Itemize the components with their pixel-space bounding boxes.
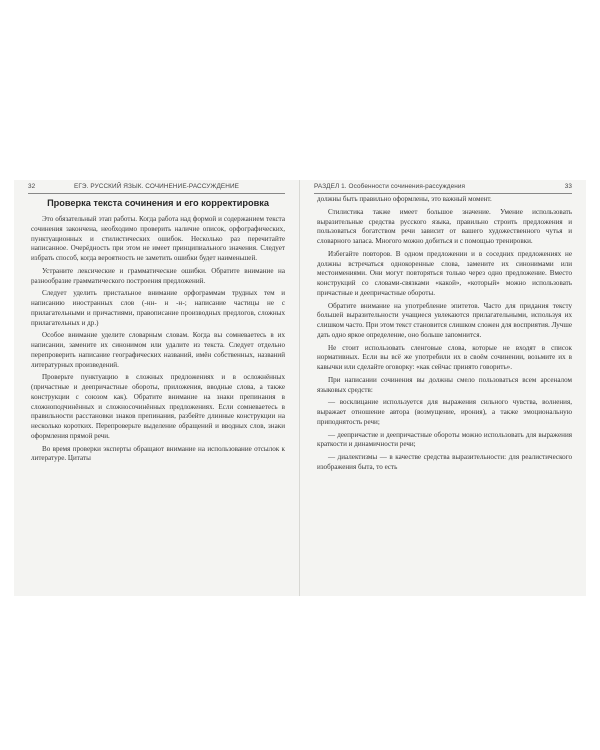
list-item: — деепричастие и деепричастные обороты можно использовать для выражения краткости и динамичности речи; [317,430,572,449]
page-body [317,195,572,594]
paragraph-continuation: должны быть правильно оформлены, это важный момент. [317,195,492,203]
paragraph: Не стоит использовать сленговые слова, которые не входят в список нормативных. Если вы всё же употребили их в своём сочинении, возьмите их в кавычки или сделайте оговорку: «как сейчас принято говорить». [317,343,572,371]
paragraph: Стилистика также имеет большое значение. Умение использовать выразительные средства русского языка, правильно строить предложения и пользоваться богатством речи зависит от вашего художественного чутья и словарного запаса. Многого можно добиться и с помощью тренировки. [317,207,572,245]
paragraph: Проверьте пунктуацию в сложных предложениях и в осложнённых (причастные и деепричастные обороты, приложения, вводные слова, а также конструкции с союзом как). Обратите внимание на знаки препинания в сложноподчинённых и сложносочинённых предложениях. Если сомневаетесь в правильности расстановки знаков препинания, разбейте длинные конструкции на несколько коротких. Перепроверьте выделение обращений и вводных слов, знаки оформления прямой речи. [31,373,285,440]
paragraph: Избегайте повторов. В одном предложении и в соседних предложениях не должны встречаться однокоренные слова, замените их синонимами или местоимениями. Они могут повторяться только через одно предложение. Вместо конструкций со словами-связками «какой», «который» можно использовать причастные и деепричастные обороты. [317,249,572,297]
paragraph: Особое внимание уделите словарным словам. Когда вы сомневаетесь в их написании, замените их синонимом или удалите из текста. Следует отдельно перепроверить написание географических названий, имён собственных, названий литературных произведений. [31,331,285,369]
paragraph: Обратите внимание на употребление эпитетов. Часто для придания тексту большей выразительности учащиеся увлекаются прилагательными, используя их слишком часто. При этом текст становится слишком сложен для восприятия. Лучше дать одно яркое определение, оно больше запомнится. [317,301,572,339]
paragraph: При написании сочинения вы должны смело пользоваться всем арсеналом языковых средств: [317,375,572,394]
running-head-title: РАЗДЕЛ 1. Особенности сочинения-рассуждения [314,183,466,190]
paragraph: Во время проверки эксперты обращают внимание на использование отсылок к литературе. Цитаты [31,444,285,463]
page-body [31,195,285,594]
list-item: — восклицание используется для выражения сильного чувства, волнения, выражает отношение автора (возмущение, ирония), а также эмоциональную приподнятость речи; [317,398,572,426]
header-rule [28,193,285,194]
page-number: 33 [564,183,572,190]
paragraph: Это обязательный этап работы. Когда работа над формой и содержанием текста сочинения закончена, необходимо проверить наличие описок, орфографических, пунктуационных и стилистических ошибок. Несколько раз перечитайте написанное. Очерёдность при этом не имеет принципиального значения. Следует избрать способ, когда вероятность не заметить ошибки будет наименьшей. [31,215,285,262]
right-page [300,180,586,596]
section-heading: Проверка текста сочинения и его корректировка [47,198,269,208]
paragraph: Устраните лексические и грамматические ошибки. Обратите внимание на разнообразие грамматического построения предложений. [31,266,285,285]
list-item: — диалектизмы — в качестве средства выразительности: для реалистического изображения быта, то есть [317,453,572,471]
header-rule [314,193,572,194]
paragraph: Следует уделить пристальное внимание орфограммам трудных тем и написанию иностранных слов (-нн- н -н-; написание частицы не с прилагательными и причастиями, правописание производных предлогов, сложных прилагательных и др.) [31,289,285,327]
running-head-title: ЕГЭ. РУССКИЙ ЯЗЫК. СОЧИНЕНИЕ-РАССУЖДЕНИЕ [74,183,239,190]
page-number: 32 [28,183,36,190]
left-page [14,180,300,596]
book-spread [14,180,586,596]
